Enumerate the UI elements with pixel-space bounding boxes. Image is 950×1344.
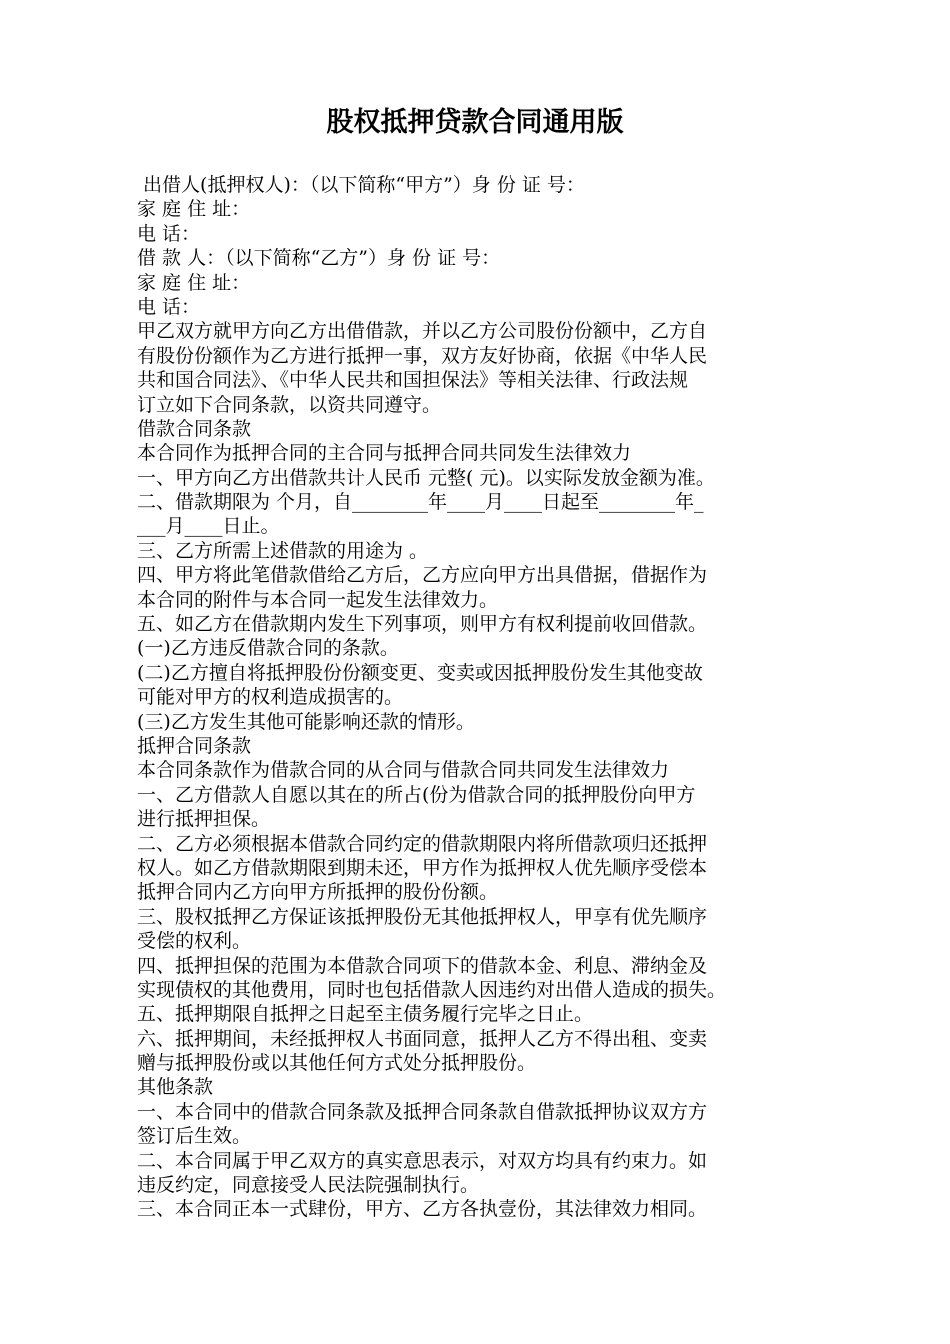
document-line: 六、抵押期间，未经抵押权人书面同意，抵押人乙方不得出租、变卖 bbox=[137, 1027, 708, 1050]
document-line: 一、本合同中的借款合同条款及抵押合同条款自借款抵押协议双方方 bbox=[137, 1100, 708, 1123]
document-line: 借款合同条款 bbox=[137, 417, 252, 440]
document-line: 违反约定，同意接受人民法院强制执行。 bbox=[137, 1174, 480, 1197]
document-line: 三、股权抵押乙方保证该抵押股份无其他抵押权人，甲享有优先顺序 bbox=[137, 905, 708, 928]
document-line: 五、抵押期限自抵押之日起至主债务履行完毕之日止。 bbox=[137, 1003, 594, 1026]
document-line: 一、乙方借款人自愿以其在的所占(份为借款合同的抵押股份向甲方 bbox=[137, 783, 696, 806]
document-line: (一)乙方违反借款合同的条款。 bbox=[137, 637, 399, 660]
document-line: 有股份份额作为乙方进行抵押一事，双方友好协商，依据《中华人民 bbox=[137, 344, 708, 367]
document-line: 本合同的附件与本合同一起发生法律效力。 bbox=[137, 588, 499, 611]
document-line: 五、如乙方在借款期内发生下列事项，则甲方有权利提前收回借款。 bbox=[137, 613, 708, 636]
document-line: (二)乙方擅自将抵押股份份额变更、变卖或因抵押股份发生其他变故 bbox=[137, 661, 703, 684]
document-line: 二、乙方必须根据本借款合同约定的借款期限内将所借款项归还抵押 bbox=[137, 832, 708, 855]
document-line: 四、抵押担保的范围为本借款合同项下的借款本金、利息、滞纳金及 bbox=[137, 954, 708, 977]
document-line: 可能对甲方的权利造成损害的。 bbox=[137, 686, 404, 709]
document-line: 进行抵押担保。 bbox=[137, 808, 271, 831]
document-line: 其他条款 bbox=[137, 1076, 214, 1099]
document-line: (三)乙方发生其他可能影响还款的情形。 bbox=[137, 710, 475, 733]
document-line: 三、乙方所需上述借款的用途为 。 bbox=[137, 539, 429, 562]
document-line: 抵押合同内乙方向甲方所抵押的股份份额。 bbox=[137, 881, 499, 904]
document-line: 四、甲方将此笔借款借给乙方后，乙方应向甲方出具借据，借据作为 bbox=[137, 564, 708, 587]
document-line: 电 话： bbox=[137, 295, 201, 318]
document-line: 三、本合同正本一式肆份，甲方、乙方各执壹份，其法律效力相同。 bbox=[137, 1198, 708, 1221]
document-line: 受偿的权利。 bbox=[137, 930, 252, 953]
document-line: 实现债权的其他费用，同时也包括借款人因违约对出借人造成的损失。 bbox=[137, 978, 727, 1001]
document-body bbox=[137, 173, 827, 1222]
document-line: 家 庭 住 址： bbox=[137, 271, 251, 294]
document-line: 订立如下合同条款，以资共同遵守。 bbox=[137, 393, 442, 416]
document-line: 家 庭 住 址： bbox=[137, 198, 251, 221]
document-line: 权人。如乙方借款期限到期未还，甲方作为抵押权人优先顺序受偿本 bbox=[137, 856, 708, 879]
document-line: 本合同条款作为借款合同的从合同与借款合同共同发生法律效力 bbox=[137, 759, 670, 782]
document-line: 电 话： bbox=[137, 222, 201, 245]
document-line: 二、本合同属于甲乙双方的真实意思表示，对双方均具有约束力。如 bbox=[137, 1149, 708, 1172]
document-line: 本合同作为抵押合同的主合同与抵押合同共同发生法律效力 bbox=[137, 442, 632, 465]
document-line: 二、借款期限为 个月，自________年____月____日起至________年_ bbox=[137, 491, 704, 514]
document-line: 签订后生效。 bbox=[137, 1125, 252, 1148]
document-line: 共和国合同法》、《中华人民共和国担保法》等相关法律、行政法规 bbox=[137, 369, 689, 392]
document-line: 赠与抵押股份或以其他任何方式处分抵押股份。 bbox=[137, 1052, 537, 1075]
document-line: 甲乙双方就甲方向乙方出借借款，并以乙方公司股份份额中，乙方自 bbox=[137, 320, 708, 343]
document-line: 抵押合同条款 bbox=[137, 734, 252, 757]
document-line: 出借人(抵押权人)：（以下简称“甲方”）身 份 证 号： bbox=[137, 174, 585, 196]
document-line: 借 款 人：（以下简称“乙方”）身 份 证 号： bbox=[137, 247, 501, 270]
document-title: 股权抵押贷款合同通用版 bbox=[326, 107, 624, 138]
document-line: ___月____日止。 bbox=[137, 515, 280, 538]
document-line: 一、甲方向乙方出借款共计人民币 元整( 元)。以实际发放金额为准。 bbox=[137, 466, 715, 489]
